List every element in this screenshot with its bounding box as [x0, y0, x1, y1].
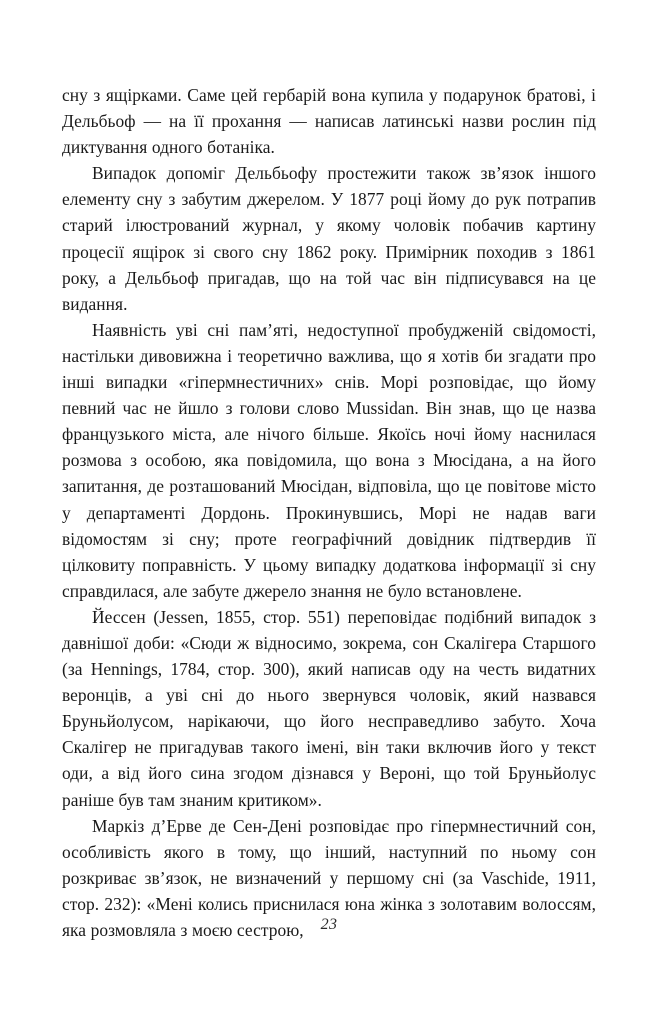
- paragraph-1: сну з ящірками. Саме цей гербарій вона купила у подарунок братові, і Дельбьоф — на її прохання — написав латинські назви рослин під диктування одного ботаніка.: [62, 85, 596, 158]
- page-text-block: [62, 82, 596, 943]
- page-number: 23: [320, 916, 338, 933]
- paragraph-4: Йессен (Jessen, 1855, стор. 551) переповідає подібний випадок з давнішої доби: «Сюди ж відносимо, зокрема, сон Скалігера Старшого (за Hennings, 1784, стор. 300), який написав оду на честь видатних веронців, а уві сні до нього звернувся чоловік, який назвався Бруньйолусом, нарікаючи, що його несправедливо забуто. Хоча Скалігер не пригадував такого імені, він таки включив його у текст оди, а від його сина згодом дізнався у Вероні, що той Бруньйолус раніше був там знаним критиком».: [62, 606, 596, 810]
- paragraph-5: Маркіз д’Ерве де Сен-Дені розповідає про гіпермнестичний сон, особливість якого в тому, що інший, наступний по ньому сон розкриває зв’язок, не визначений у першому сні (за Vaschide, 1911, стор. 232): «Мені колись приснилася юна жінка з золотавим волоссям, яка розмовляла з моєю сестрою,: [62, 815, 596, 940]
- paragraph-2: Випадок допоміг Дельбьофу простежити також зв’язок іншого елементу сну з забутим джерелом. У 1877 році йому до рук потрапив старий ілюстрований журнал, у якому чоловік побачив картину процесії ящірок зі свого сну 1862 року. Примірник походив з 1861 року, а Дельбьоф пригадав, що на той час він підписувався на це видання.: [62, 163, 596, 314]
- paragraph-3: Наявність уві сні пам’яті, недоступної пробудженій свідомості, настільки дивовижна і теоретично важлива, що я хотів би згадати про інші випадки «гіпермнестичних» снів. Морі розповідає, що йому певний час не йшло з голови слово Mussidan. Він знав, що це назва французького міста, але нічого більше. Якоїсь ночі йому наснилася розмова з особою, яка повідомила, що вона з Мюсідана, а на його запитання, де розташований Мюсідан, відповіла, що це повітове місто у департаменті Дордонь. Прокинувшись, Морі не надав ваги відомостям зі сну; проте географічний довідник підтвердив її цілковиту поправність. У цьому випадку додаткова інформації зі сну справдилася, але забуте джерело знання не було встановлене.: [62, 319, 596, 601]
